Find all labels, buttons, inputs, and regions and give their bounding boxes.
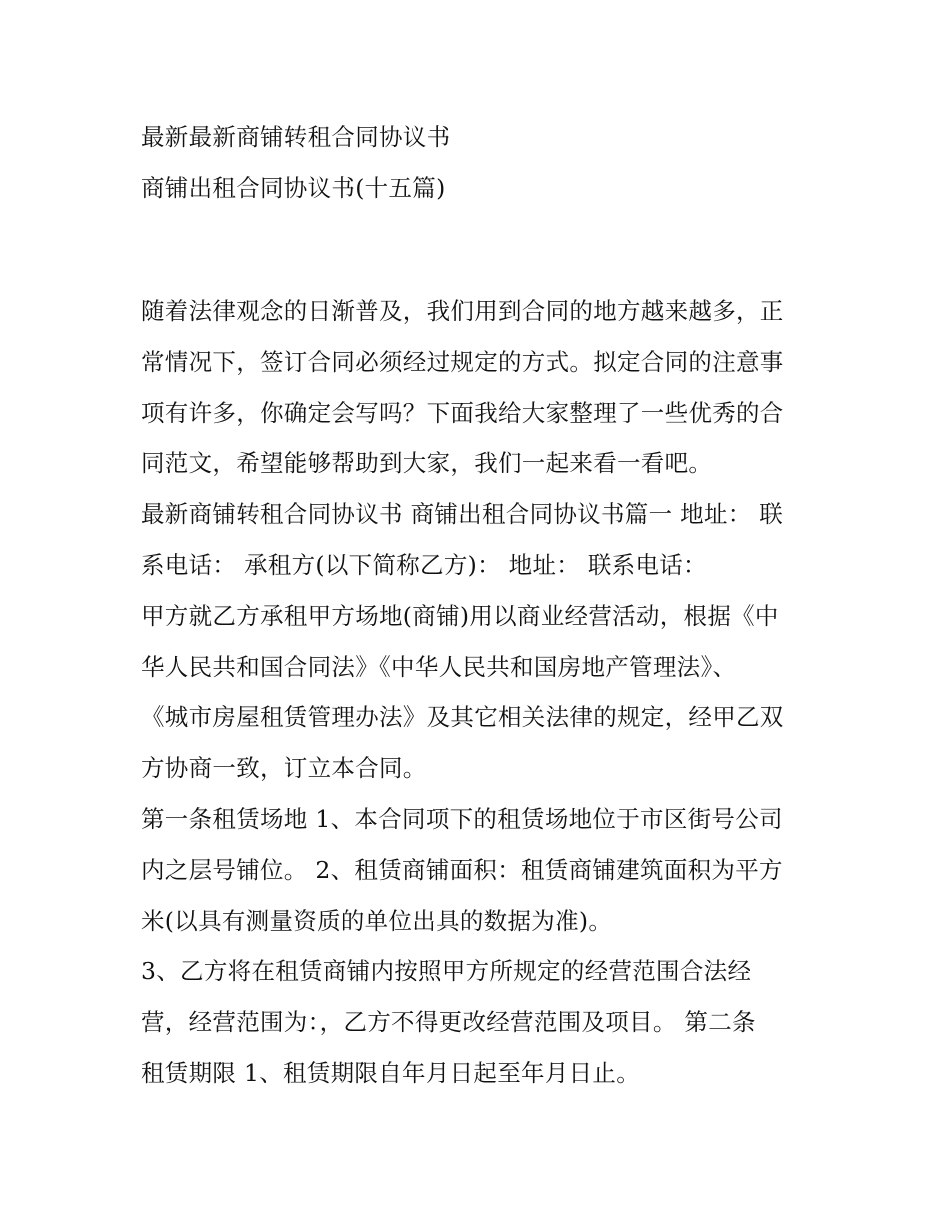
text-line: 系电话： 承租方(以下简称乙方)： 地址： 联系电话： [141, 550, 707, 579]
document-body [141, 286, 821, 1099]
text-line: 内之层号铺位。 2、租赁商铺面积：租赁商铺建筑面积为平方 [141, 855, 783, 884]
title-line: 商铺出租合同协议书(十五篇) [141, 173, 446, 202]
text-line: 华人民共和国合同法》《中华人民共和国房地产管理法》、 [141, 652, 737, 681]
text-line: 随着法律观念的日渐普及，我们用到合同的地方越来越多，正 [141, 297, 784, 325]
scope-paragraph [141, 946, 821, 1098]
text-line: 第一条租赁场地 1、本合同项下的租赁场地位于市区街号公司 [141, 804, 783, 833]
basis-paragraph [141, 591, 821, 794]
intro-paragraph [141, 286, 821, 489]
text-line: 营，经营范围为：，乙方不得更改经营范围及项目。 第二条 [141, 1008, 756, 1037]
text-line: 租赁期限 1、租赁期限自年月日起至年月日止。 [141, 1058, 641, 1087]
text-line: 甲方就乙方承租甲方场地(商铺)用以商业经营活动，根据《中 [141, 601, 779, 630]
parties-paragraph [141, 489, 821, 591]
text-line: 同范文，希望能够帮助到大家，我们一起来看一看吧。 [141, 449, 713, 478]
article-one-paragraph [141, 794, 821, 946]
text-line: 《城市房屋租赁管理办法》及其它相关法律的规定，经甲乙双 [141, 703, 784, 732]
text-line: 常情况下，签订合同必须经过规定的方式。拟定合同的注意事 [141, 347, 784, 376]
text-line: 3、乙方将在租赁商铺内按照甲方所规定的经营范围合法经 [141, 957, 752, 986]
document-title [141, 112, 841, 214]
text-line: 方协商一致，订立本合同。 [141, 754, 427, 783]
text-line: 项有许多，你确定会写吗？下面我给大家整理了一些优秀的合 [141, 398, 784, 427]
text-line: 最新商铺转租合同协议书 商铺出租合同协议书篇一 地址： 联 [141, 500, 784, 529]
text-line: 米(以具有测量资质的单位出具的数据为准)。 [141, 906, 613, 935]
title-line: 最新最新商铺转租合同协议书 [141, 123, 451, 151]
